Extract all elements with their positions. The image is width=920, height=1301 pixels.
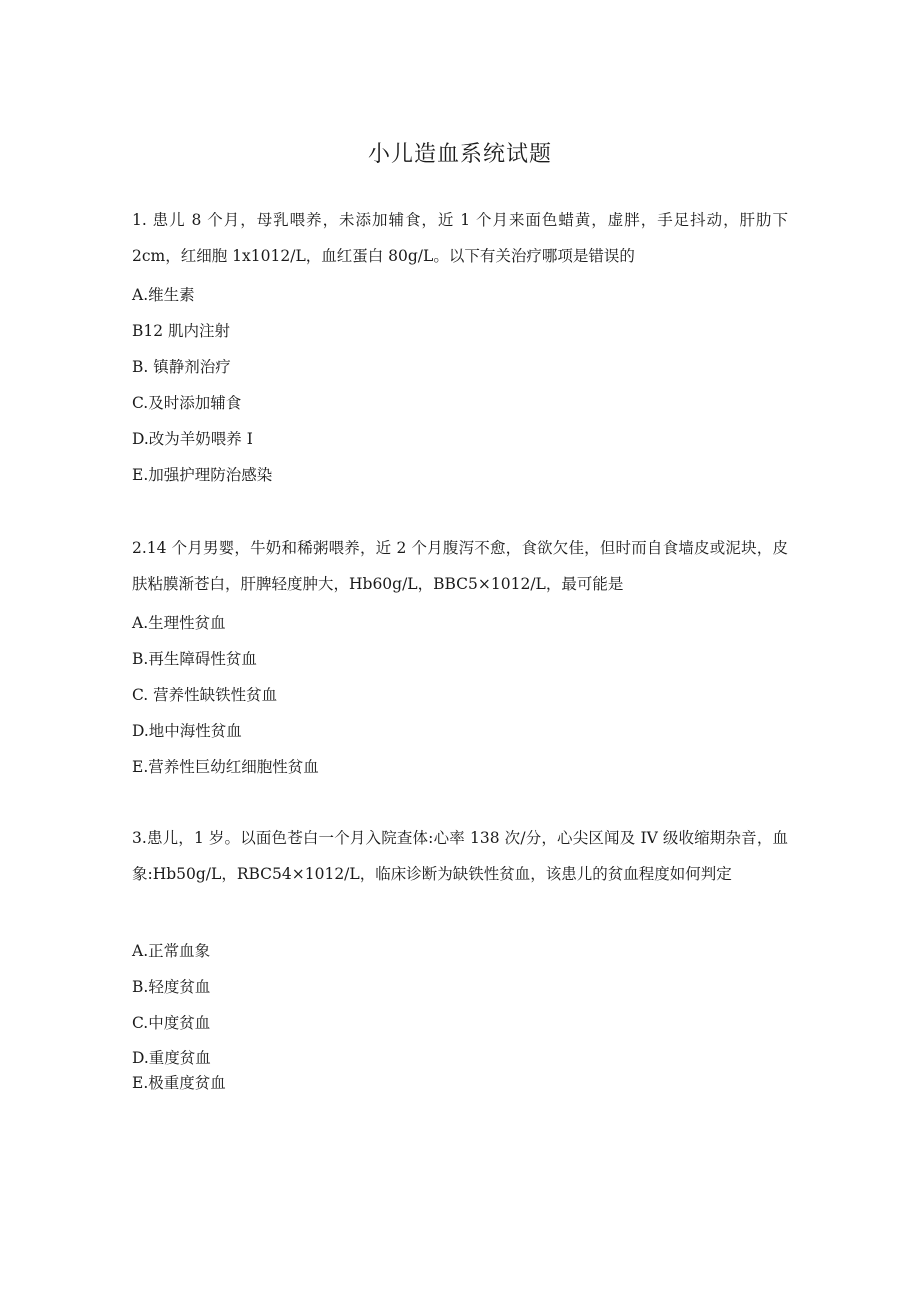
- question-3-option-a: A.正常血象: [132, 942, 211, 960]
- question-3-option-c: C.中度贫血: [132, 1014, 211, 1032]
- question-1-option-a: A.维生素: [132, 286, 195, 304]
- question-3-stem: 3.患儿，1 岁。以面色苍白一个月入院查体:心率 138 次/分，心尖区闻及 IV 级收缩期杂音，血象:Hb50g/L，RBC54×1012/L，临床诊断为缺铁性贫血，该患儿的贫血程度如何判定: [132, 829, 788, 883]
- question-3-option-e: E.极重度贫血: [132, 1074, 226, 1092]
- question-2-option-e: E.营养性巨幼红细胞性贫血: [132, 758, 319, 776]
- question-1-option-e: E.加强护理防治感染: [132, 466, 273, 484]
- page-title: 小儿造血系统试题: [367, 142, 552, 167]
- question-3-option-d: D.重度贫血: [132, 1049, 211, 1067]
- question-1-option-a-continued: B12 肌内注射: [132, 322, 231, 340]
- question-1-option-b: B. 镇静剂治疗: [132, 358, 231, 376]
- question-2-option-a: A.生理性贫血: [132, 614, 226, 632]
- question-1-stem: 1. 患儿 8 个月，母乳喂养，未添加辅食，近 1 个月来面色蜡黄，虚胖，手足抖动，肝肋下 2cm，红细胞 1x1012/L，血红蛋白 80g/L。以下有关治疗哪项是错误的: [132, 211, 788, 265]
- question-2-option-d: D.地中海性贫血: [132, 722, 242, 740]
- question-1-option-c: C.及时添加辅食: [132, 394, 242, 412]
- question-2-stem: 2.14 个月男婴，牛奶和稀粥喂养，近 2 个月腹泻不愈，食欲欠佳，但时而自食墙皮或泥块，皮肤粘膜渐苍白，肝脾轻度肿大，Hb60g/L，BBC5×1012/L，最可能是: [132, 539, 788, 593]
- question-1-option-d: D.改为羊奶喂养 I: [132, 430, 253, 448]
- question-2-option-b: B.再生障碍性贫血: [132, 650, 257, 668]
- question-3-option-b: B.轻度贫血: [132, 978, 211, 996]
- question-2-option-c: C. 营养性缺铁性贫血: [132, 686, 278, 704]
